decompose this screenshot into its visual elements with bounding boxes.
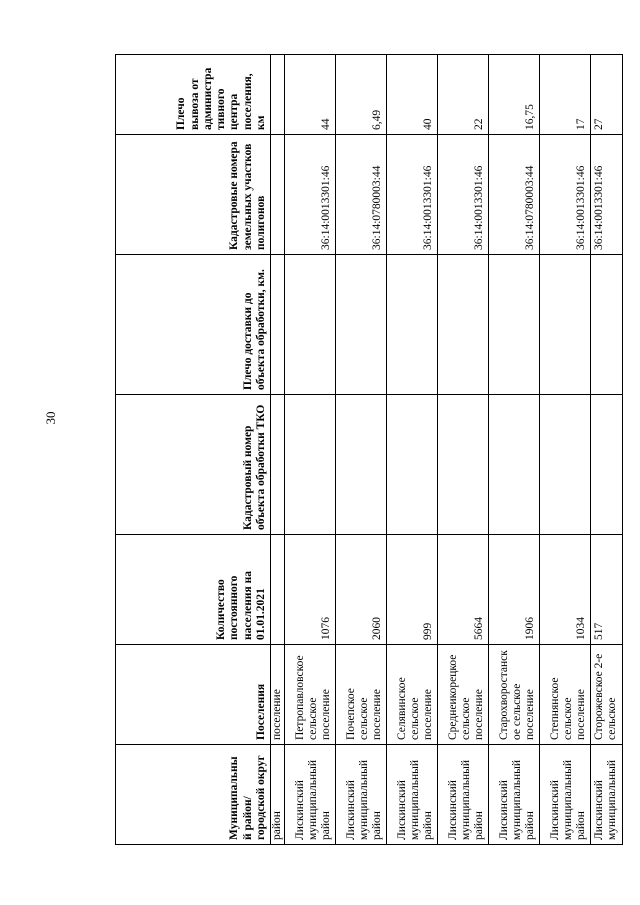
table-cell: Лискинский муниципальный	[591, 745, 622, 845]
table-cell	[387, 395, 438, 535]
table-cell: 1034	[540, 535, 591, 645]
table-cell: район	[271, 745, 285, 845]
table-cell	[489, 395, 540, 535]
table-row-carryover	[271, 55, 285, 845]
table-cell	[271, 135, 285, 255]
table-cell	[591, 395, 622, 535]
table-cell: 6,49	[336, 55, 387, 135]
table-cell	[285, 395, 336, 535]
header-landfill-cadastral: Кадастровые номера земельных участков полигонов	[116, 135, 271, 255]
table-cell: Старохворостанск ое сельское поселение	[489, 645, 540, 745]
table-row	[489, 55, 540, 845]
table-cell	[271, 55, 285, 135]
table-cell: 36:14:0013301:46	[540, 135, 591, 255]
table-cell	[285, 255, 336, 395]
table-cell: Лискинский муниципальный район	[387, 745, 438, 845]
table-row	[591, 55, 622, 845]
table-cell: Лискинский муниципальный район	[285, 745, 336, 845]
table-cell: 16,75	[489, 55, 540, 135]
table-cell: 517	[591, 535, 622, 645]
table-cell: 27	[591, 55, 622, 135]
table-cell: Петропавловское сельское поселение	[285, 645, 336, 745]
table-cell	[336, 255, 387, 395]
table-cell: 17	[540, 55, 591, 135]
table-cell	[271, 395, 285, 535]
table-cell	[271, 255, 285, 395]
table-cell: 36:14:0780003:44	[489, 135, 540, 255]
table-cell: поселение	[271, 645, 285, 745]
table-cell	[438, 255, 489, 395]
table-cell: Степнянское сельское поселение	[540, 645, 591, 745]
table-cell: 36:14:0013301:46	[285, 135, 336, 255]
table-cell: Лискинский муниципальный район	[438, 745, 489, 845]
table-row	[285, 55, 336, 845]
header-row	[116, 55, 271, 845]
header-municipal-district: Муниципальны й район/ городской округ	[116, 745, 271, 845]
table-frame	[115, 55, 619, 845]
table-cell	[271, 535, 285, 645]
table-cell	[540, 255, 591, 395]
table-cell: 36:14:0780003:44	[336, 135, 387, 255]
table-cell: Лискинский муниципальный район	[540, 745, 591, 845]
table-cell: 40	[387, 55, 438, 135]
table-cell: 999	[387, 535, 438, 645]
table-cell: 22	[438, 55, 489, 135]
table-cell: Почепское сельское поселение	[336, 645, 387, 745]
table-cell: Лискинский муниципальный район	[489, 745, 540, 845]
table-row	[336, 55, 387, 845]
page-number: 30	[43, 411, 58, 425]
table-cell: Лискинский муниципальный район	[336, 745, 387, 845]
table-cell	[489, 255, 540, 395]
table-cell	[387, 255, 438, 395]
table-cell	[336, 395, 387, 535]
table-cell: 36:14:0013301:46	[387, 135, 438, 255]
table-cell: 36:14:0013301:46	[591, 135, 622, 255]
header-population: Количество постоянного населения на 01.01.2021	[116, 535, 271, 645]
header-processing-cadastral: Кадастровый номер объекта обработки ТКО	[116, 395, 271, 535]
waste-transport-table	[115, 54, 623, 845]
table-cell	[540, 395, 591, 535]
header-settlements: Поселения	[116, 645, 271, 745]
table-cell: 36:14:0013301:46	[438, 135, 489, 255]
table-cell	[591, 255, 622, 395]
table-cell: Селявинское сельское поселение	[387, 645, 438, 745]
table-row	[438, 55, 489, 845]
table-row	[540, 55, 591, 845]
table-cell: Среднеикорецкое сельское поселение	[438, 645, 489, 745]
header-delivery-distance: Плечо доставки до объекта обработки, км.	[116, 255, 271, 395]
table-cell: 2060	[336, 535, 387, 645]
table-cell: 44	[285, 55, 336, 135]
header-removal-distance: Плечо вывоза от администра тивного центра поселения, км	[116, 55, 271, 135]
table-cell	[438, 395, 489, 535]
table-row	[387, 55, 438, 845]
table-cell: 5664	[438, 535, 489, 645]
table-cell: 1906	[489, 535, 540, 645]
table-cell: Сторожевское 2-е сельское	[591, 645, 622, 745]
table-cell: 1076	[285, 535, 336, 645]
rotated-table-container	[115, 55, 619, 845]
